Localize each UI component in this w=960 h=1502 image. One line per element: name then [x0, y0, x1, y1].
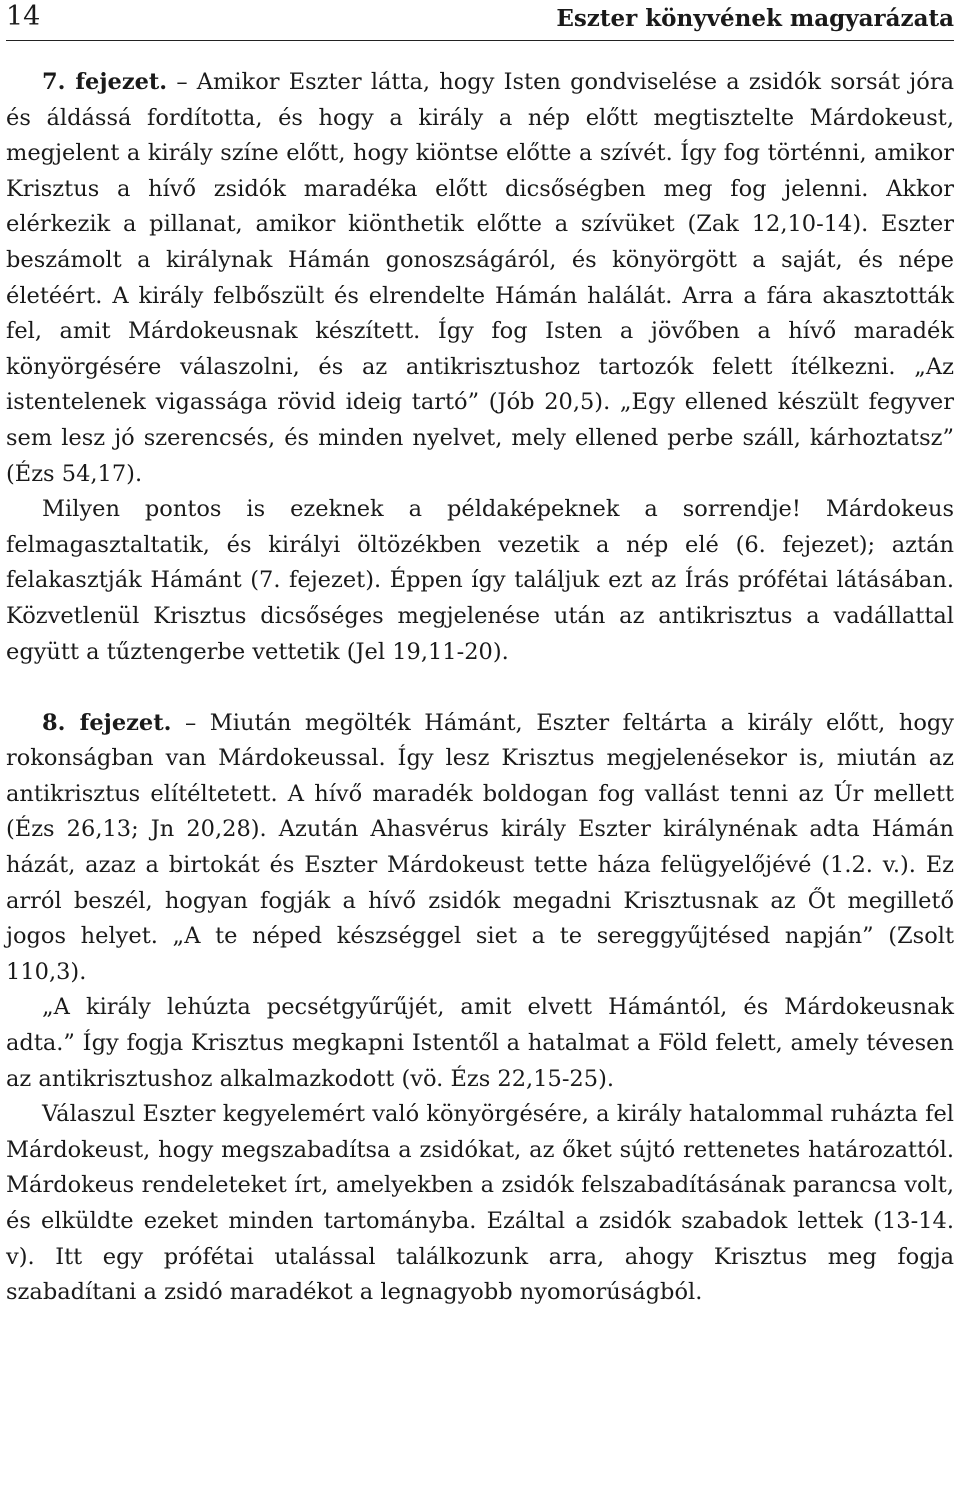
paragraph-text: „A király lehúzta pecsétgyűrűjét, amit elvett Hámántól, és Márdokeusnak adta.” Így fogja Krisztus megkapni Istentől a hatalmat a Föld felett, amely tévesen az antikrisztushoz alkalmazkodott (vö. Ézs 22,15-25).	[6, 994, 954, 1092]
paragraph-sequence-of-types	[6, 492, 954, 670]
paragraph-chapter-7	[6, 65, 954, 492]
paragraph-text: – Miután megölték Hámánt, Eszter feltárta a király előtt, hogy rokonságban van Márdokeussal. Így lesz Krisztus megjelenésekor is, miután az antikrisztus elítéltetett. A hívő maradék boldogan fog vallást tenni az Úr mellett (Ézs 26,13; Jn 20,28). Azután Ahasvérus király Eszter királynénak adta Hámán házát, azaz a birtokát és Eszter Márdokeust tette háza felügyelőjévé (1.2. v.). Ez arról beszél, hogyan fogják a hívő zsidók megadni Krisztusnak az Őt megillető jogos helyet. „A te néped készséggel siet a te sereggyűjtésed napján” (Zsolt 110,3).	[6, 709, 954, 985]
body-text	[6, 65, 954, 1311]
running-title: Eszter könyvének magyarázata	[556, 5, 954, 32]
paragraph-text: – Amikor Eszter látta, hogy Isten gondviselése a zsidók sorsát jóra és áldássá fordította, és hogy a király a nép előtt megtisztelte Márdokeust, megjelent a király színe előtt, hogy kiöntse előtte a szívét. Így fog történni, amikor Krisztus a hívő zsidók maradéka előtt dicsőségben meg fog jelenni. Akkor elérkezik a pillanat, amikor kiönthetik előtte a szívüket (Zak 12,10-14). Eszter beszámolt a királynak Hámán gonoszságáról, és könyörgött a saját, és népe életéért. A király felbőszült és elrendelte Hámán halálát. Arra a fára akasztották fel, amit Márdokeusnak készített. Így fog Isten a jövőben a hívő maradék könyörgésére válaszolni, és az antikrisztushoz tartozók felett ítélkezni. „Az istentelenek vigassága rövid ideig tartó” (Jób 20,5). „Egy ellened készült fegyver sem lesz jó szerencsés, és minden nyelvet, mely ellened perbe száll, kárhoztatsz” (Ézs 54,17).	[6, 69, 954, 487]
chapter-8-label: 8. fejezet.	[42, 709, 172, 736]
page-number: 14	[6, 1, 41, 32]
running-header	[6, 0, 954, 41]
paragraph-chapter-8	[6, 706, 954, 991]
paragraph-text: Válaszul Eszter kegyelemért való könyörgésére, a király hatalommal ruházta fel Márdokeust, hogy megszabadítsa a zsidókat, az őket sújtó rettenetes határozattól. Márdokeus rendeleteket írt, amelyekben a zsidók felszabadításának parancsa volt, és elküldte ezeket minden tartományba. Ezáltal a zsidók szabadok lettek (13-14. v). Itt egy prófétai utalással találkozunk arra, ahogy Krisztus meg fogja szabadítani a zsidó maradékot a legnagyobb nyomorúságból.	[6, 1101, 954, 1306]
paragraph-signet-ring	[6, 990, 954, 1097]
paragraph-text: Milyen pontos is ezeknek a példaképeknek a sorrendje! Márdokeus felmagasztaltatik, és királyi öltözékben vezetik a nép elé (6. fejezet); aztán felakasztják Hámánt (7. fejezet). Éppen így találjuk ezt az Írás prófétai látásában. Közvetlenül Krisztus dicsőséges megjelenése után az antikrisztus a vadállattal együtt a tűztengerbe vettetik (Jel 19,11-20).	[6, 496, 954, 665]
paragraph-deliverance	[6, 1097, 954, 1311]
chapter-7-label: 7. fejezet.	[42, 69, 168, 95]
